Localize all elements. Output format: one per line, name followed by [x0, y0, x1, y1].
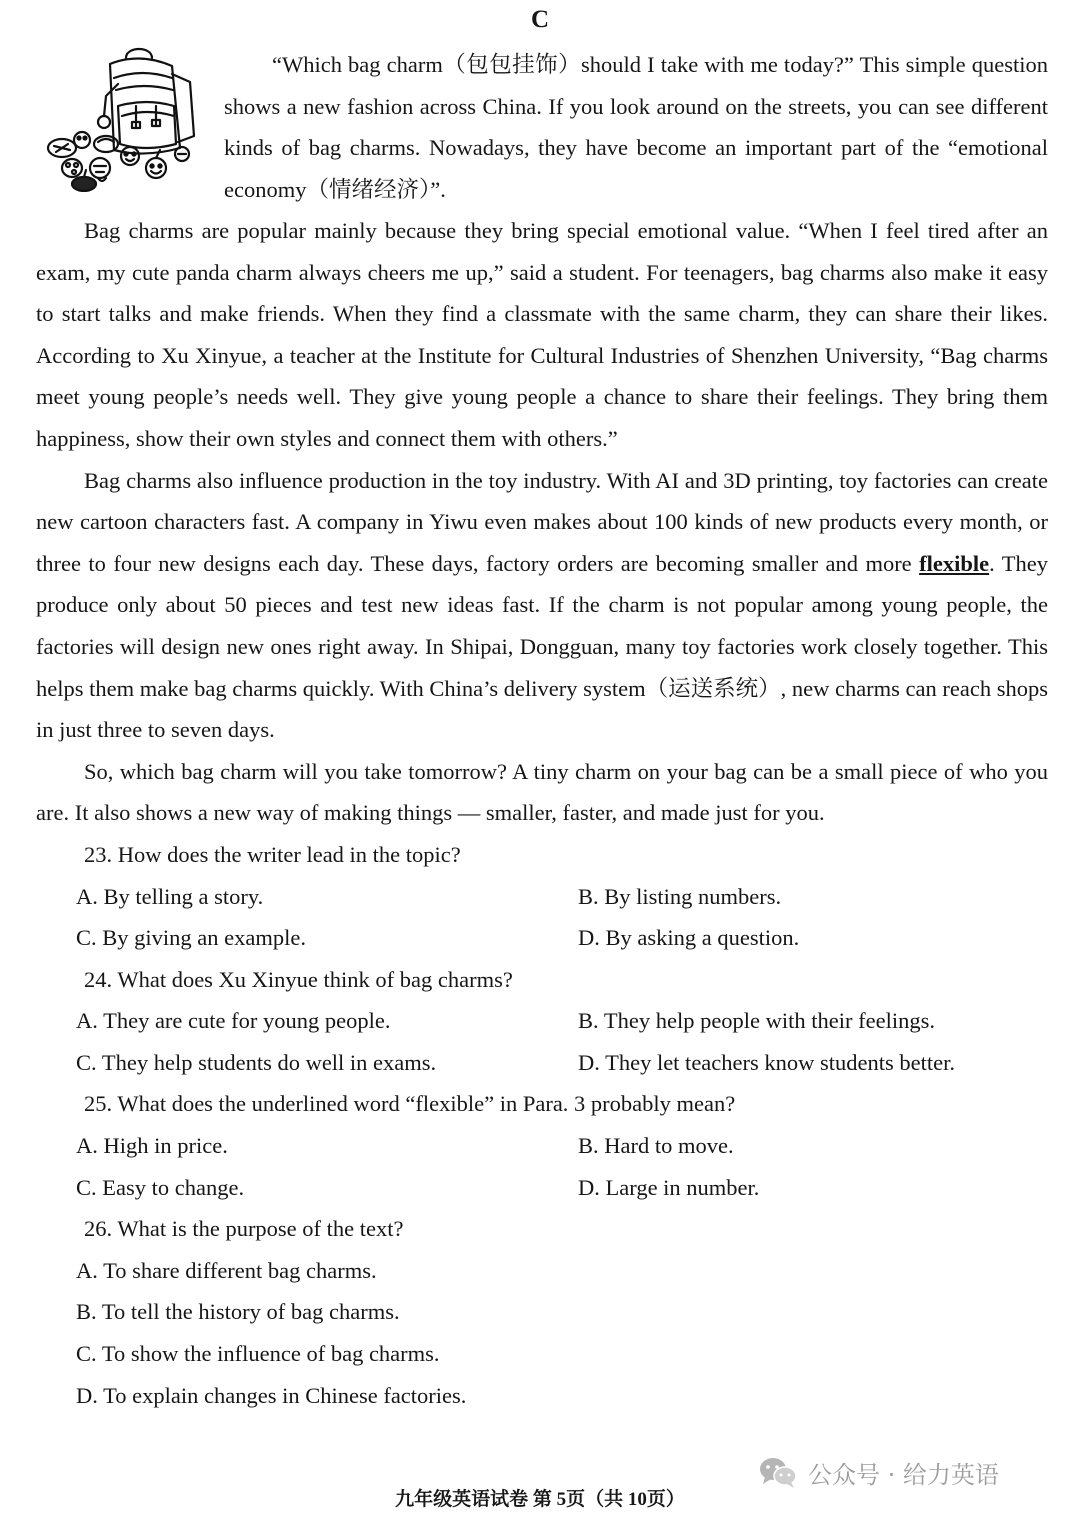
option-b[interactable]: B. They help people with their feelings.	[578, 1008, 936, 1034]
underlined-keyword: flexible	[919, 550, 990, 576]
page-footer: 九年级英语试卷 第 5页（共 10页）	[395, 1489, 685, 1510]
option-c[interactable]: C. Easy to change.	[76, 1174, 245, 1200]
option-list	[36, 1250, 1048, 1416]
backpack-with-charms-icon	[44, 44, 200, 192]
option-d[interactable]: D. They let teachers know students better.	[578, 1049, 955, 1075]
option-d[interactable]: D. Large in number.	[578, 1174, 760, 1200]
option-d[interactable]: D. By asking a question.	[578, 925, 800, 951]
question-23	[36, 834, 1048, 959]
paragraph-2: Bag charms are popular mainly because they bring special emotional value. “When I feel tired after an exam, my cute panda charm always cheers me up,” said a student. For teenagers, bag charms also make it easy to start talks and make friends. When they find a classmate with the same charm, they can share their likes. According to Xu Xinyue, a teacher at the Institute for Cultural Industries of Shenzhen University, “Bag charms meet young people’s needs well. They give young people a chance to share their feelings. They bring them happiness, show their own styles and connect them with others.”	[36, 218, 1048, 451]
paragraph-3-part-2: . They produce only about 50 pieces and test new ideas fast. If the charm is not popular among young people, the factories will design new ones right away. In Shipai, Dongguan, many toy factories work closely together. This helps them make bag charms quickly. With China’s delivery system（运送系统）, new charms can reach shops in just three to seven days.	[36, 550, 1048, 743]
option-grid	[36, 1125, 1048, 1208]
option-c[interactable]: C. They help students do well in exams.	[76, 1049, 437, 1075]
option-a[interactable]: A. They are cute for young people.	[76, 1008, 391, 1034]
option-a[interactable]: A. By telling a story.	[76, 883, 264, 909]
question-stem: 23. How does the writer lead in the topic?	[84, 841, 461, 867]
paragraph-4: So, which bag charm will you take tomorrow? A tiny charm on your bag can be a small piece of who you are. It also shows a new way of making things — smaller, faster, and made just for you.	[36, 758, 1048, 826]
option-c[interactable]: C. To show the influence of bag charms.	[76, 1341, 440, 1367]
paragraph-3	[36, 460, 1048, 751]
section-letter: C	[530, 6, 550, 33]
option-a[interactable]: A. High in price.	[76, 1133, 228, 1159]
option-a[interactable]: A. To share different bag charms.	[76, 1257, 377, 1283]
question-25	[36, 1083, 1048, 1208]
option-grid	[36, 876, 1048, 959]
option-b[interactable]: B. By listing numbers.	[578, 883, 782, 909]
passage-body	[36, 210, 1048, 1416]
question-stem: 24. What does Xu Xinyue think of bag charms?	[84, 966, 513, 992]
option-b[interactable]: B. Hard to move.	[578, 1133, 734, 1159]
question-24	[36, 959, 1048, 1084]
question-stem: 25. What does the underlined word “flexible” in Para. 3 probably mean?	[84, 1091, 736, 1117]
question-stem: 26. What is the purpose of the text?	[84, 1216, 404, 1242]
option-grid	[36, 1000, 1048, 1083]
option-b[interactable]: B. To tell the history of bag charms.	[76, 1299, 400, 1325]
watermark-text: 公众号 · 给力英语	[808, 1460, 999, 1489]
question-26	[36, 1208, 1048, 1416]
option-c[interactable]: C. By giving an example.	[76, 925, 306, 951]
option-d[interactable]: D. To explain changes in Chinese factories.	[76, 1382, 467, 1408]
intro-paragraph: “Which bag charm（包包挂饰）should I take with me today?” This simple question shows a new fashion across China. If you look around on the streets, you can see different kinds of bag charms. Nowadays, they have become an important part of the “emotional economy（情绪经济）”.	[224, 52, 1048, 202]
intro-text	[224, 44, 1048, 210]
paragraph-3-part-1: Bag charms also influence production in the toy industry. With AI and 3D printing, toy factories can create new cartoon characters fast. A company in Yiwu even makes about 100 kinds of new products every month, or three to four new designs each day. These days, factory orders are becoming smaller and more	[36, 467, 1048, 576]
